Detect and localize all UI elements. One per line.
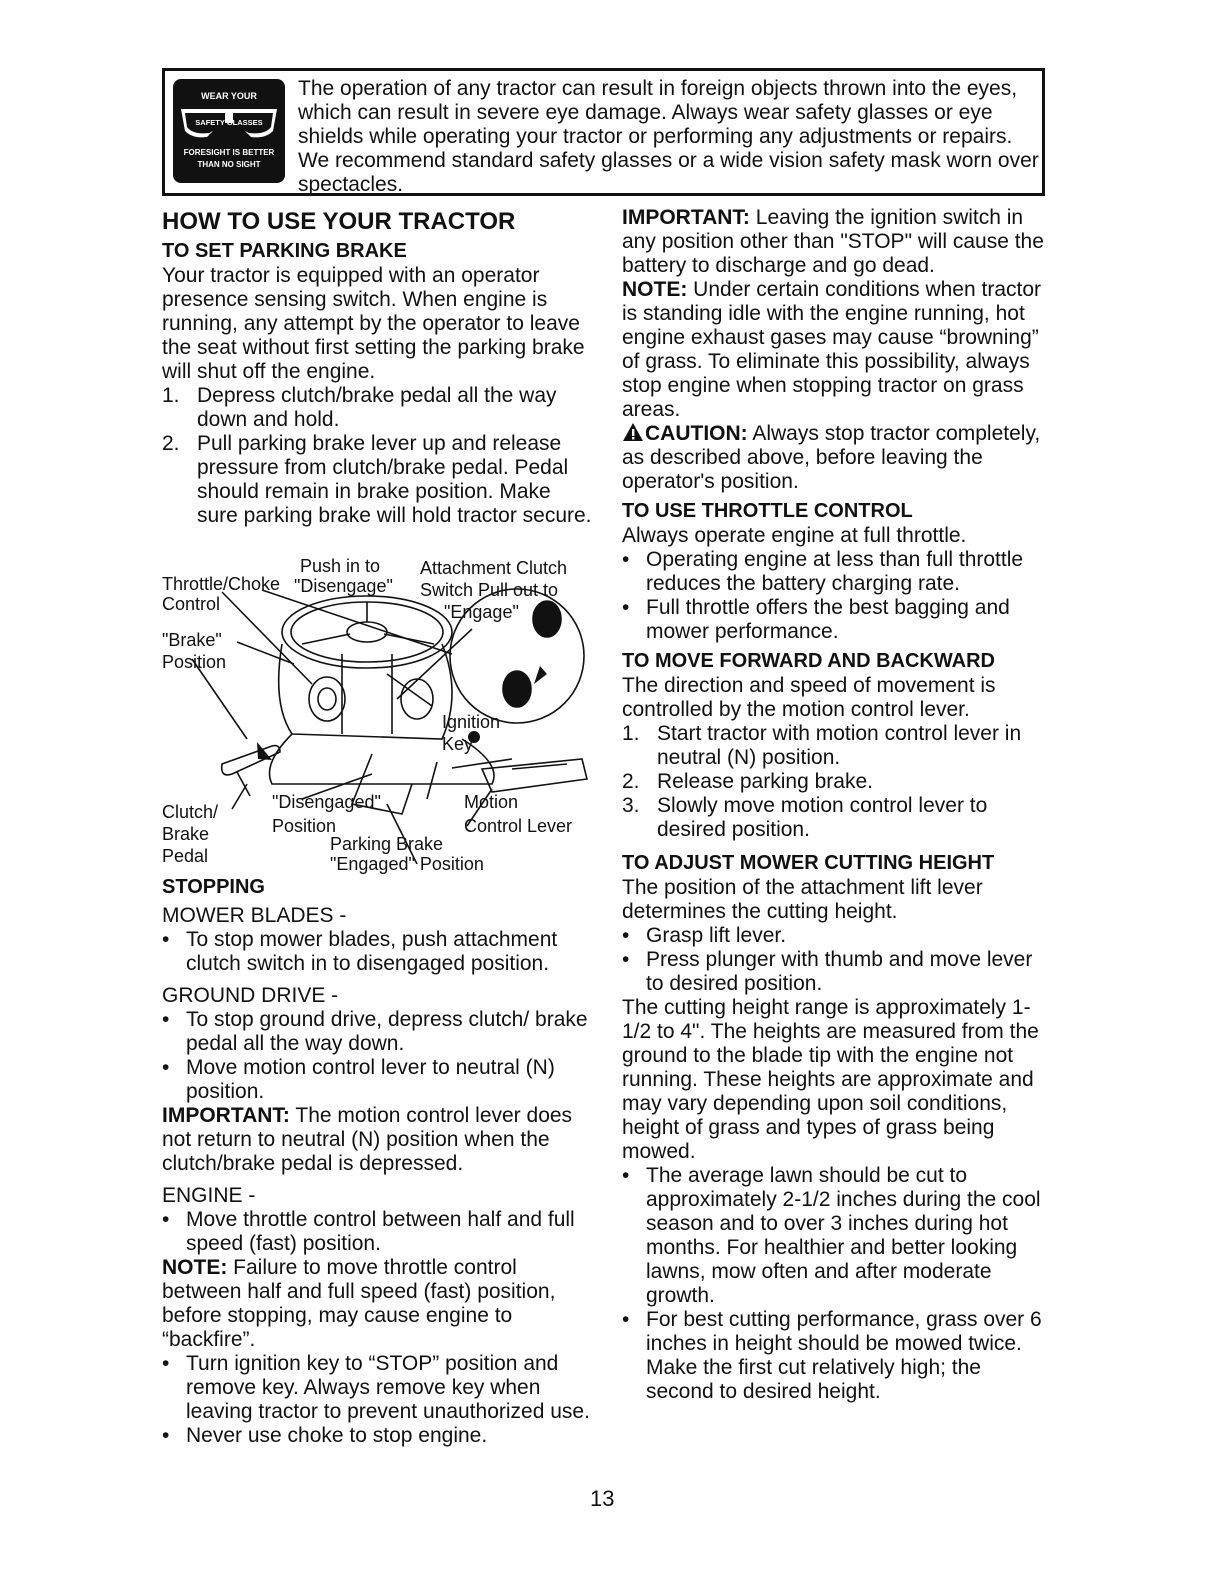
stopping-heading: STOPPING [162,876,265,898]
list-number: 3. [622,794,640,817]
note-text: Failure to move throttle control between half and full speed (fast) position, before stopping, may cause engine to “backfire”. [162,1256,556,1351]
height-list-2 [622,1164,1052,1404]
label-throttle-choke: Throttle/Choke [162,574,281,594]
ground-drive-label: GROUND DRIVE - [162,984,339,1007]
ignition-important [622,206,1052,278]
bullet-item [622,596,1052,644]
bullet-item [162,1056,592,1104]
tractor-controls-figure [162,534,592,874]
bullet-icon: • [622,948,630,971]
caution-text: Always stop tractor completely, as described above, before leaving the operator's position. [622,422,1041,493]
clutch-pedal [222,746,280,775]
icon-line-4: THAN NO SIGHT [197,160,261,169]
bullet-item [622,924,1052,948]
bullet-icon: • [622,1308,630,1331]
forward-intro: The direction and speed of movement is controlled by the motion control lever. [622,674,996,721]
label-control-lever: Control Lever [464,816,573,836]
note-text-right: Under certain conditions when tractor is standing idle with the engine running, hot engine exhaust gases may cause “browning” of grass. To eliminate this possibility, always stop engine when stopping tractor on grass areas. [622,278,1042,421]
bullet-item [162,1424,592,1448]
bullet-item [622,1164,1052,1308]
label-engaged-position: "Engaged" Position [330,854,484,874]
engine-list-2 [162,1352,592,1448]
bullet-text: Press plunger with thumb and move lever to desired position. [646,948,1033,995]
label-brake-pedal: Brake [162,824,210,844]
label-attachment-clutch: Attachment Clutch [420,558,568,578]
list-item [162,432,592,528]
bullet-icon: • [162,1208,170,1231]
label-engage: "Engage" [444,602,519,622]
list-item [622,770,1052,794]
bullet-icon: • [622,1164,630,1187]
bullet-text: Move motion control lever to neutral (N) position. [186,1056,555,1103]
list-text: Release parking brake. [657,770,873,793]
warning-triangle-icon [622,422,644,442]
label-switch-pull: Switch Pull out to [420,580,559,600]
label-brake: "Brake" [162,630,222,650]
mower-blades-list [162,928,592,976]
bullet-text: For best cutting performance, grass over 6 inches in height should be mowed twice. Make the first cut relatively high; the second to desired height. [646,1308,1042,1403]
throttle-heading: TO USE THROTTLE CONTROL [622,500,913,522]
forward-heading: TO MOVE FORWARD AND BACKWARD [622,650,995,672]
ground-drive-list [162,1008,592,1104]
important-text-right: Leaving the ignition switch in any position other than "STOP" will cause the battery to discharge and go dead. [622,206,1044,277]
important-label: IMPORTANT: [162,1104,290,1127]
note-label-right: NOTE: [622,278,688,301]
list-item [622,794,1052,842]
list-number: 2. [162,432,180,455]
throttle-list [622,548,1052,644]
label-disengaged: "Disengaged" [272,792,381,812]
bullet-text: The average lawn should be cut to approximately 2-1/2 inches during the cool season and to over 3 inches during hot months. For healthier and better looking lawns, mow often and after moderate growth. [646,1164,1041,1307]
bullet-text: To stop ground drive, depress clutch/ brake pedal all the way down. [186,1008,588,1055]
important-text: The motion control lever does not return to neutral (N) position when the clutch/brake pedal is depressed. [162,1104,573,1175]
bullet-item [622,948,1052,996]
safety-warning-box [162,68,1045,196]
section-title: HOW TO USE YOUR TRACTOR [162,208,516,235]
list-text: Slowly move motion control lever to desired position. [657,794,988,841]
bullet-icon: • [622,924,630,947]
caution-paragraph [622,422,1052,494]
label-parking-brake: Parking Brake [330,834,444,854]
bullet-icon: • [162,1008,170,1031]
caution-label: CAUTION: [645,422,748,445]
bullet-text: Full throttle offers the best bagging and mower performance. [646,596,1010,643]
stopping-important [162,1104,592,1176]
bullet-item [622,1308,1052,1404]
parking-brake-heading: TO SET PARKING BRAKE [162,240,407,262]
important-label-right: IMPORTANT: [622,206,750,229]
bullet-text: Operating engine at less than full throttle reduces the battery charging rate. [646,548,1024,595]
list-item [162,384,592,432]
list-number: 1. [162,384,180,407]
height-intro: The position of the attachment lift lever determines the cutting height. [622,876,983,923]
browning-note [622,278,1052,422]
mower-blades-label: MOWER BLADES - [162,904,347,927]
bullet-text: Grasp lift lever. [646,924,787,947]
engine-list-1 [162,1208,592,1256]
label-ignition: Ignition [442,712,501,732]
left-column [162,206,592,1448]
icon-line-1: WEAR YOUR [201,91,257,101]
label-motion: Motion [464,792,519,812]
engine-label: ENGINE - [162,1184,256,1207]
label-disengaged-position: Position [272,816,337,836]
label-disengage: "Disengage" [294,576,393,596]
bullet-item [162,1208,592,1256]
height-heading: TO ADJUST MOWER CUTTING HEIGHT [622,852,995,874]
parking-steps [162,384,592,528]
list-number: 2. [622,770,640,793]
bullet-item [162,1008,592,1056]
icon-line-3: FORESIGHT IS BETTER [183,148,275,157]
right-column [622,206,1052,1404]
list-item [622,722,1052,770]
bullet-icon: • [162,1424,170,1447]
height-paragraph: The cutting height range is approximately 1-1/2 to 4". The heights are measured from the ground to the blade tip with the engine not running. These heights are approximate and may vary depending upon soil conditions, height of grass and types of grass being mowed. [622,996,1039,1163]
note-label: NOTE: [162,1256,228,1279]
bullet-icon: • [162,1056,170,1079]
label-key: Key [442,734,474,754]
label-position: Position [162,652,227,672]
forward-steps [622,722,1052,842]
list-text: Start tractor with motion control lever in neutral (N) position. [657,722,1022,769]
bullet-text: Never use choke to stop engine. [186,1424,488,1447]
bullet-text: To stop mower blades, push attachment clutch switch in to disengaged position. [186,928,558,975]
bullet-icon: • [162,928,170,951]
label-clutch: Clutch/ [162,802,219,822]
list-text: Depress clutch/brake pedal all the way down and hold. [197,384,557,431]
bullet-icon: • [162,1352,170,1375]
stopping-note [162,1256,592,1352]
list-number: 1. [622,722,640,745]
label-control: Control [162,594,221,614]
bullet-text: Move throttle control between half and full speed (fast) position. [186,1208,575,1255]
warning-text: The operation of any tractor can result in foreign objects thrown into the eyes, which can result in severe eye damage. Always wear safety glasses or eye shields while operating your tractor or performing any adjustments or repairs. We recommend standard safety glasses or a wide vision safety mask worn over spectacles. [298,77,1039,196]
bullet-icon: • [622,596,630,619]
bullet-item [162,928,592,976]
bullet-icon: • [622,548,630,571]
label-push-in: Push in to [300,556,381,576]
bullet-text: Turn ignition key to “STOP” position and remove key. Always remove key when leaving tractor to prevent unauthorized use. [186,1352,590,1423]
icon-line-2: SAFETY GLASSES [195,118,263,127]
height-list-1 [622,924,1052,996]
safety-glasses-icon [173,79,285,183]
list-text: Pull parking brake lever up and release pressure from clutch/brake pedal. Pedal should remain in brake position. Make sure parking brake will hold tractor secure. [197,432,592,527]
parking-intro: Your tractor is equipped with an operator presence sensing switch. When engine is running, any attempt by the operator to leave the seat without first setting the parking brake will shut off the engine. [162,264,585,383]
label-pedal: Pedal [162,846,209,866]
throttle-intro: Always operate engine at full throttle. [622,524,967,547]
page-number: 13 [590,1486,615,1511]
bullet-item [622,548,1052,596]
bullet-item [162,1352,592,1424]
